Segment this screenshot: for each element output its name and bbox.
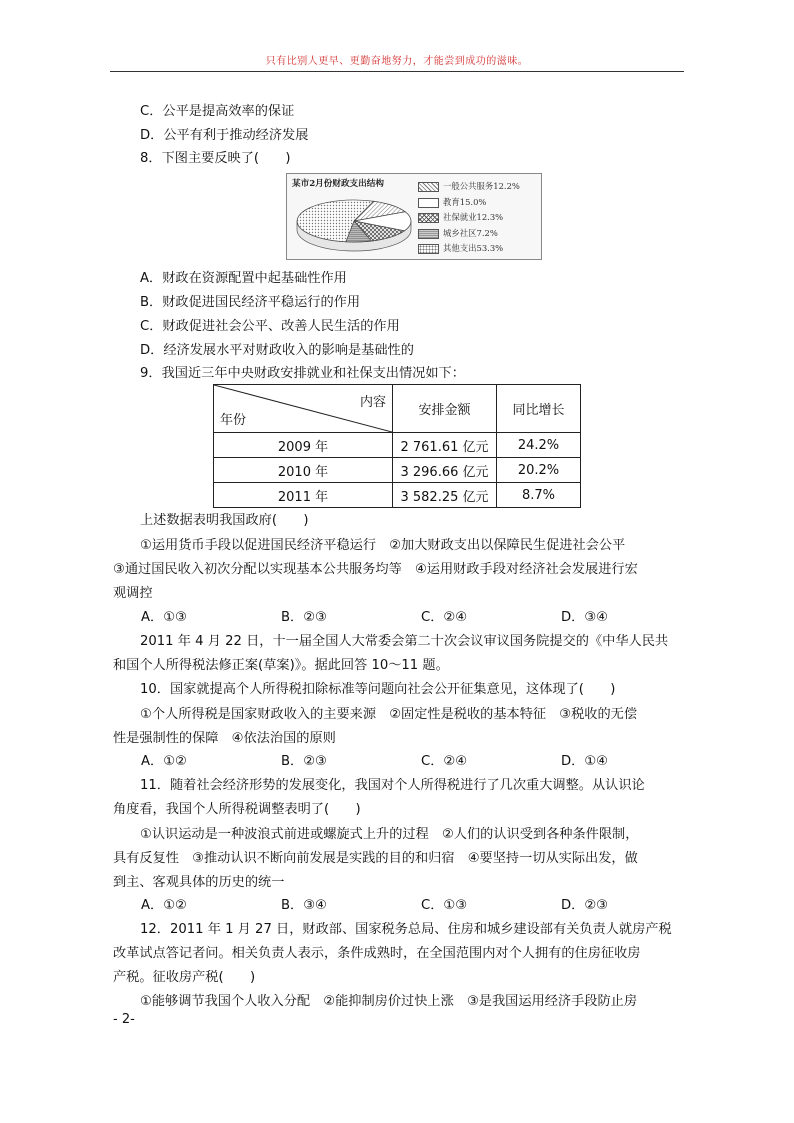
- q11-option-b: B．③④: [281, 898, 327, 913]
- col-header-amount: 安排金额: [393, 385, 497, 433]
- q8-option-c: C．财政促进社会公平、改善人民生活的作用: [140, 319, 400, 334]
- cell-amount: 3 582.25 亿元: [393, 483, 497, 508]
- legend-label: 一般公共服务12.2%: [443, 181, 520, 191]
- q10-option-b: B．②③: [281, 754, 327, 769]
- q8-option-a: A．财政在资源配置中起基础性作用: [140, 271, 347, 286]
- q10-line: 10．国家就提高个人所得税扣除标准等问题向社会公开征集意见，这体现了( ): [140, 682, 616, 697]
- cell-growth: 20.2%: [497, 458, 581, 483]
- legend-label: 其他支出53.3%: [443, 243, 504, 253]
- pie-chart-figure: [286, 173, 542, 260]
- cell-year: 2009 年: [214, 433, 393, 458]
- legend-label: 教育15.0%: [443, 196, 487, 207]
- page-number: - 2-: [113, 1012, 135, 1027]
- legend-label: 城乡社区7.2%: [443, 227, 498, 238]
- table-header-row: [214, 385, 581, 433]
- q10-line: ①个人所得税是国家财政收入的主要来源 ②固定性是税收的基本特征 ③税收的无偿: [140, 707, 638, 722]
- q8-option-b: B．财政促进国民经济平稳运行的作用: [140, 295, 361, 310]
- corner-label-content: 内容: [359, 395, 386, 410]
- table-row: [214, 458, 581, 483]
- q9-line: 上述数据表明我国政府( ): [140, 513, 309, 528]
- q11-line: 具有反复性 ③推动认识不断向前发展是实践的目的和归宿 ④要坚持一切从实际出发，做: [113, 851, 638, 866]
- table-corner-cell: [214, 385, 393, 433]
- q10-option-c: C．②④: [421, 754, 468, 769]
- q9-option-d: D．③④: [561, 610, 608, 625]
- intro-line: 2011 年 4 月 22 日，十一届全国人大常委会第二十次会议审议国务院提交的《中华人民共: [140, 634, 669, 649]
- corner-label-year: 年份: [220, 413, 247, 428]
- cell-growth: 24.2%: [497, 433, 581, 458]
- page-header-motto: 只有比别人更早、更勤奋地努力，才能尝到成功的滋味。: [265, 56, 529, 67]
- q11-option-c: C．①③: [421, 898, 468, 913]
- q8-option-d: D．经济发展水平对财政收入的影响是基础性的: [140, 343, 414, 358]
- col-header-growth: 同比增长: [497, 385, 581, 433]
- q12-line: 改革试点答记者问。相关负责人表示，条件成熟时，在全国范围内对个人拥有的住房征收房: [113, 946, 641, 961]
- q9-line: ③通过国民收入初次分配以实现基本公共服务均等 ④运用财政手段对经济社会发展进行宏: [113, 562, 638, 577]
- cell-amount: 2 761.61 亿元: [393, 433, 497, 458]
- q9-option-c: C．②④: [421, 610, 468, 625]
- q10-option-d: D．①④: [561, 754, 608, 769]
- q10-line: 性是强制性的保障 ④依法治国的原则: [113, 731, 336, 746]
- q12-line: 12．2011 年 1 月 27 日，财政部、国家税务总局、住房和城乡建设部有关负责人就房产税: [140, 922, 672, 937]
- q11-line: 到主、客观具体的历史的统一: [113, 875, 285, 890]
- q9-line: 观调控: [113, 586, 153, 601]
- q12-line: 产税。征收房产税( ): [113, 970, 256, 985]
- legend-swatch: [418, 182, 439, 192]
- q11-option-a: A．①②: [141, 898, 187, 913]
- table-row: [214, 483, 581, 508]
- q8-stem: 8．下图主要反映了( ): [140, 151, 291, 166]
- chart-title: 某市2月份财政支出结构: [292, 179, 384, 189]
- q10-option-a: A．①②: [141, 754, 187, 769]
- q11-option-d: D．②③: [561, 898, 608, 913]
- q9-option-b: B．②③: [281, 610, 327, 625]
- intro-line: 和国个人所得税法修正案(草案)》。据此回答 10～11 题。: [113, 658, 449, 673]
- cell-year: 2010 年: [214, 458, 393, 483]
- q11-line: 11．随着社会经济形势的发展变化，我国对个人所得税进行了几次重大调整。从认识论: [140, 778, 645, 793]
- spending-table: [213, 384, 581, 508]
- legend-swatch: [418, 244, 439, 254]
- table-row: [214, 433, 581, 458]
- q9-line: ①运用货币手段以促进国民经济平稳运行 ②加大财政支出以保障民生促进社会公平: [140, 538, 626, 553]
- q11-line: ①认识运动是一种波浪式前进或螺旋式上升的过程 ②人们的认识受到各种条件限制，: [140, 827, 639, 842]
- cell-year: 2011 年: [214, 483, 393, 508]
- cell-amount: 3 296.66 亿元: [393, 458, 497, 483]
- q12-line: ①能够调节我国个人收入分配 ②能抑制房价过快上涨 ③是我国运用经济手段防止房: [140, 994, 638, 1009]
- legend-swatch: [418, 213, 439, 223]
- q9-stem: 9．我国近三年中央财政安排就业和社保支出情况如下：: [140, 366, 465, 381]
- q7-option-c: C．公平是提高效率的保证: [140, 104, 295, 119]
- header-rule: [110, 71, 684, 72]
- q9-option-a: A．①③: [141, 610, 187, 625]
- legend-swatch: [418, 229, 439, 239]
- cell-growth: 8.7%: [497, 483, 581, 508]
- q7-option-d: D．公平有利于推动经济发展: [140, 128, 309, 143]
- legend-swatch: [418, 198, 439, 208]
- q11-line: 角度看，我国个人所得税调整表明了( ): [113, 802, 361, 817]
- legend-label: 社保就业12.3%: [443, 212, 504, 222]
